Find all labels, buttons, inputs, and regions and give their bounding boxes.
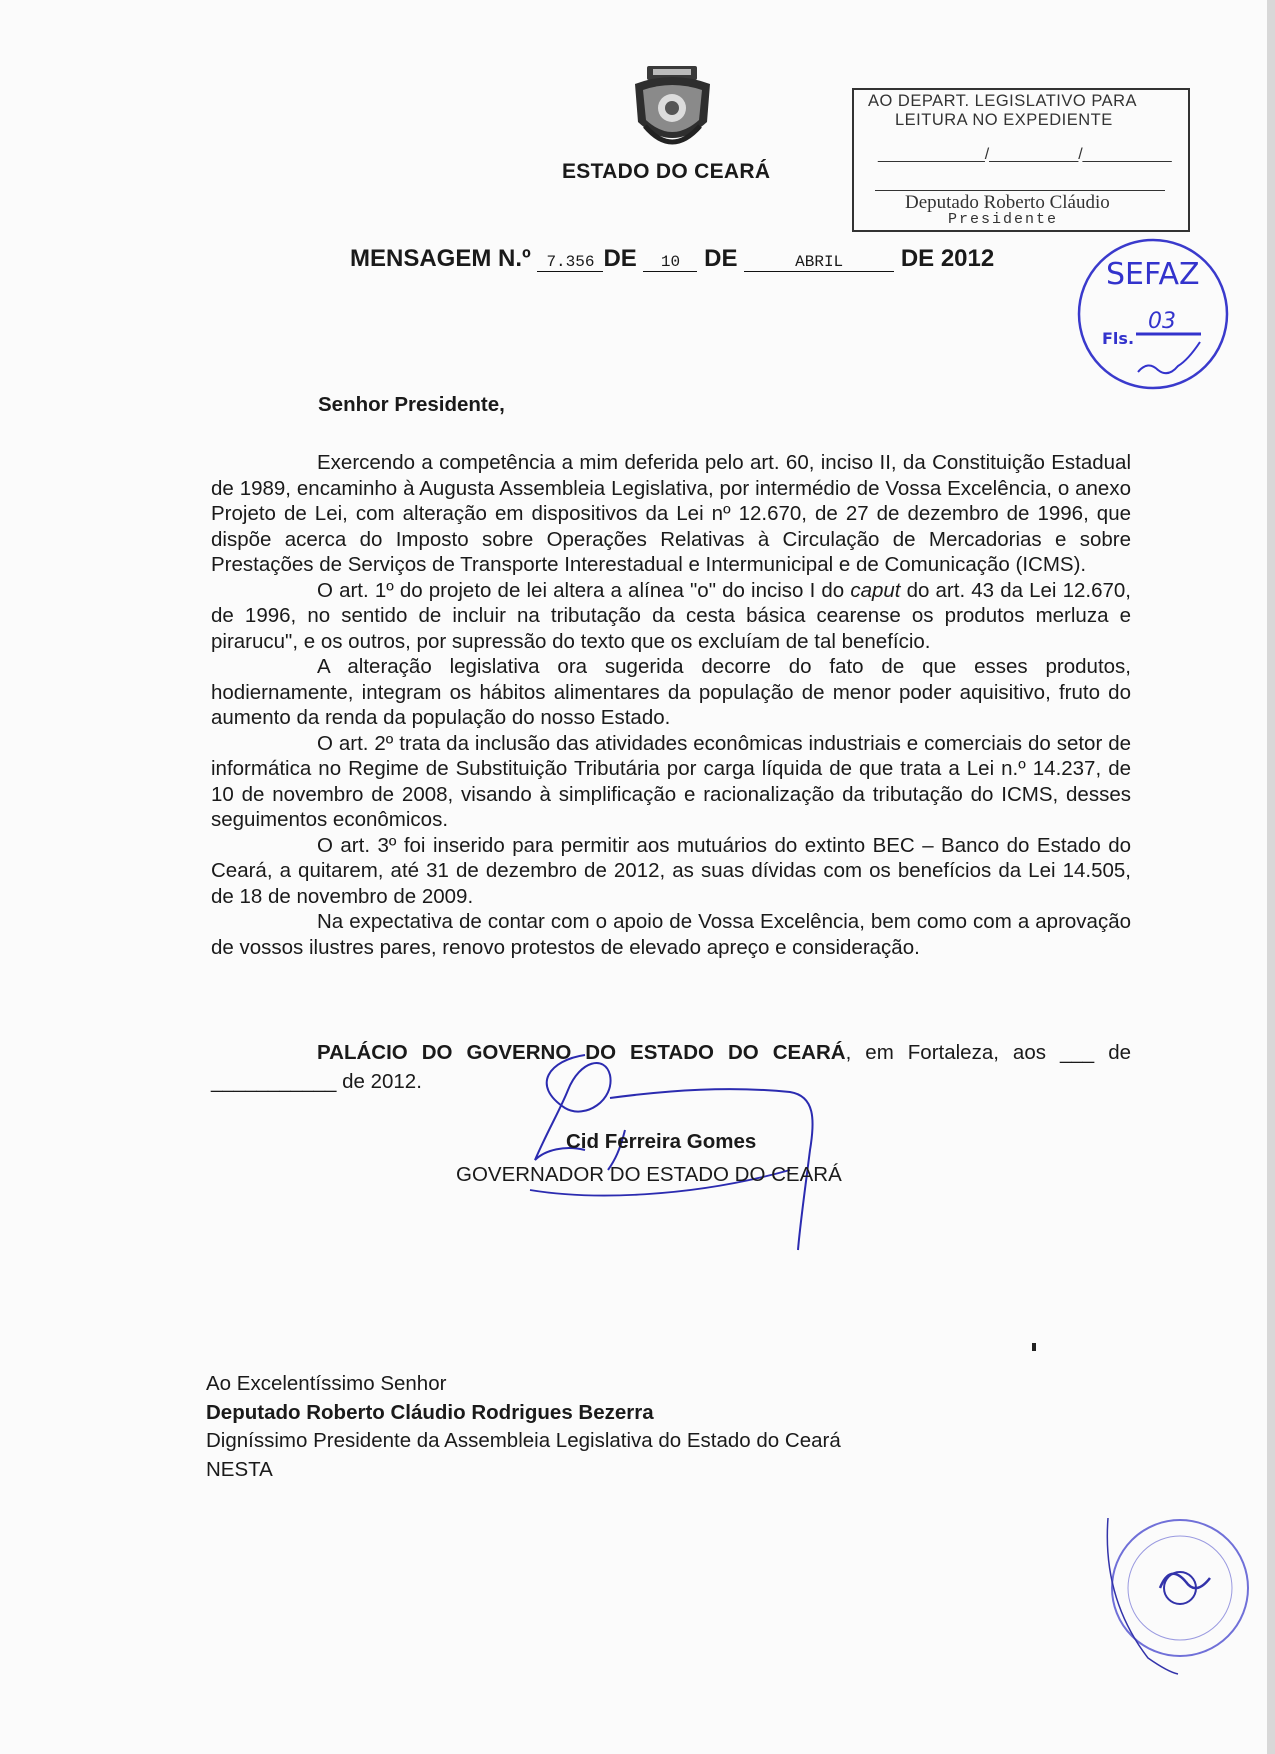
ceara-coat-of-arms-icon <box>625 62 720 154</box>
sefaz-fls-value: 03 <box>1148 309 1176 334</box>
message-de-2: DE <box>704 245 738 272</box>
governor-name: Cid Ferreira Gomes <box>566 1130 757 1153</box>
recipient-line-4: NESTA <box>206 1457 273 1481</box>
state-heading: ESTADO DO CEARÁ <box>562 160 771 183</box>
salutation: Senhor Presidente, <box>318 393 505 416</box>
sefaz-stamp <box>1066 232 1236 397</box>
paragraph-3: A alteração legislativa ora sugerida decorre do fato de que esses produtos, hodiernamente, integram os hábitos alimentares da população de menor poder aquisitivo, fruto do aumento da renda da população do nosso Estado. <box>211 655 1131 729</box>
paragraph-2-end: merluza e pirarucu", e os outros, por supressão do texto que os excluíam de tal benefício. <box>211 604 1131 653</box>
paragraph-2-italic: caput <box>850 578 901 602</box>
message-de-1: DE <box>603 245 637 272</box>
message-label: MENSAGEM N.º <box>350 245 531 272</box>
ink-mark <box>1032 1343 1036 1351</box>
recipient-name: Deputado Roberto Cláudio Rodrigues Bezerra <box>206 1400 654 1424</box>
page-edge <box>1267 0 1275 1754</box>
paragraph-1: Exercendo a competência a mim deferida pelo art. 60, inciso II, da Constituição Estadual de 1989, encaminho à Augusta Assembleia Legislativa, por intermédio de Vossa Excelência, o anexo Projeto de Lei, com alteração em dispositivos da Lei nº 12.670, de 27 de dezembro de 1996, que dispõe acerca do Imposto sobre Operações Relativas à Circulação de Mercadorias e sobre Prestações de Serviços de Transporte Interestadual e Intermunicipal e de Comunicação (ICMS). <box>211 451 1131 576</box>
message-day: 10 <box>643 253 697 272</box>
recipient-block <box>206 1370 841 1484</box>
message-month: ABRIL <box>744 253 894 272</box>
stamp-deputy-name: Deputado Roberto Cláudio <box>905 192 1110 213</box>
stamp-date-line: ____________/__________/__________ <box>878 146 1172 163</box>
closing-palace: PALÁCIO DO GOVERNO DO ESTADO DO CEARÁ <box>317 1041 846 1064</box>
recipient-line-1: Ao Excelentíssimo Senhor <box>206 1372 447 1395</box>
paragraph-6: Na expectativa de contar com o apoio de Vossa Excelência, bem como com a aprovação de vossos ilustres pares, renovo protestos de elevado apreço e consideração. <box>211 910 1131 959</box>
paragraph-5: O art. 3º foi inserido para permitir aos mutuários do extinto BEC – Banco do Estado do Ceará, a quitarem, até 31 de dezembro de 2012, as suas dívidas com os benefícios da Lei 14.505, de 18 de novembro de 2009. <box>211 833 1131 908</box>
stamp-role: Presidente <box>948 211 1059 228</box>
stamp-signature-line <box>875 190 1165 191</box>
stamp-line-2: LEITURA NO EXPEDIENTE <box>895 111 1113 129</box>
recipient-line-3: Digníssimo Presidente da Assembleia Legislativa do Estado do Ceará <box>206 1429 841 1452</box>
paragraph-2 <box>211 578 1131 655</box>
closing-place-date: , em Fortaleza, aos ___ de ___________ de 2012. <box>211 1041 1131 1093</box>
stamp-line-1: AO DEPART. LEGISLATIVO PARA <box>868 92 1138 110</box>
message-number: 7.356 <box>537 253 603 272</box>
paragraph-2-before: O art. 1º do projeto de lei altera a alínea "o" do inciso I do <box>317 578 851 602</box>
sefaz-stamp-text: SEFAZ <box>1106 257 1200 292</box>
governor-title: GOVERNADOR DO ESTADO DO CEARÁ <box>456 1163 842 1186</box>
message-body <box>211 450 1131 960</box>
procuradoria-stamp <box>1098 1508 1258 1678</box>
message-heading <box>350 245 994 273</box>
message-year: DE 2012 <box>900 245 995 272</box>
paragraph-4: O art. 2º trata da inclusão das atividades econômicas industriais e comerciais do setor de informática no Regime de Substituição Tributária por carga líquida de que trata a Lei n.º 14.237, de 10 de novembro de 2008, visando à simplificação e racionalização da tributação do ICMS, desses seguimentos econômicos. <box>211 731 1131 831</box>
paragraph-2-after: do art. 43 da Lei 12.670, de 1996, no sentido de incluir na tributação da cesta básica cearense os produtos <box>211 578 1131 627</box>
sefaz-fls-label: Fls. <box>1102 329 1135 348</box>
